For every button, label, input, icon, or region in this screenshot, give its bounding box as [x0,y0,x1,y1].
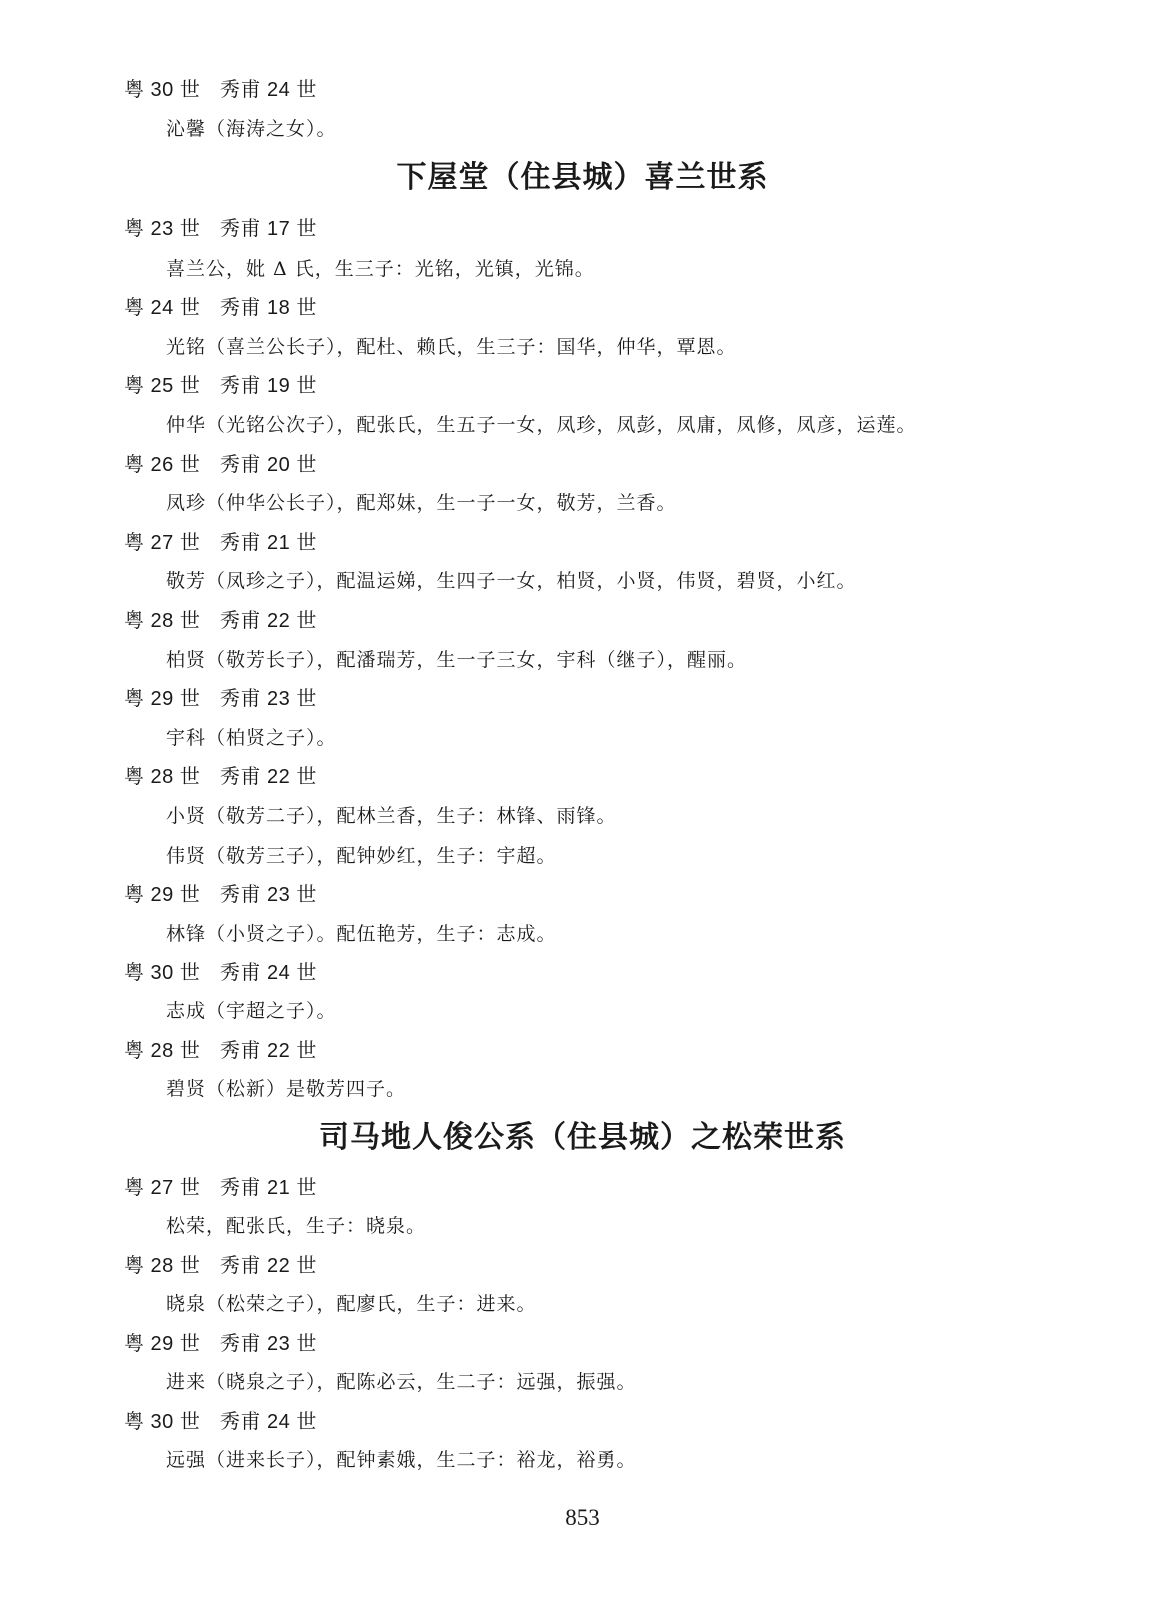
xiufu-generation: 秀甫 22 世 [220,1040,317,1062]
generation-label [124,448,317,477]
generation-label [124,1327,317,1356]
generation-label [124,1405,317,1434]
yue-generation: 粤 29 世 [124,1333,201,1355]
generation-label [124,73,317,102]
genealogy-entry: 小贤（敬芳二子），配林兰香，生子：林锋、雨锋。 [166,805,617,827]
xiufu-generation: 秀甫 20 世 [220,454,317,476]
xiufu-generation: 秀甫 23 世 [220,688,317,710]
section-heading: 司马地人俊公系（住县城）之松荣世系 [319,1120,846,1155]
yue-generation: 粤 24 世 [124,297,201,319]
xiufu-generation: 秀甫 21 世 [220,1177,317,1199]
yue-generation: 粤 28 世 [124,1040,201,1062]
genealogy-entry: 宇科（柏贤之子）。 [166,727,337,749]
xiufu-generation: 秀甫 22 世 [220,610,317,632]
yue-generation: 粤 28 世 [124,766,201,788]
xiufu-generation: 秀甫 22 世 [220,1255,317,1277]
generation-label [124,291,317,320]
page-number: 853 [565,1505,600,1530]
genealogy-entry: 林锋（小贤之子）。配伍艳芳，生子：志成。 [166,923,557,945]
yue-generation: 粤 30 世 [124,962,201,984]
yue-generation: 粤 27 世 [124,1177,201,1199]
yue-generation: 粤 27 世 [124,532,201,554]
generation-label [124,682,317,711]
genealogy-entry: 沁馨（海涛之女）。 [166,118,337,140]
yue-generation: 粤 23 世 [124,218,201,240]
yue-generation: 粤 28 世 [124,610,201,632]
yue-generation: 粤 30 世 [124,79,201,101]
genealogy-entry: 凤珍（仲华公长子），配郑妹，生一子一女，敬芳，兰香。 [166,492,677,514]
genealogy-entry: 光铭（喜兰公长子），配杜、赖氏，生三子：国华，仲华，覃恩。 [166,336,737,358]
generation-label [124,760,317,789]
genealogy-entry: 进来（晓泉之子），配陈必云，生二子：远强，振强。 [166,1371,637,1393]
generation-label [124,1034,317,1063]
genealogy-entry: 松荣，配张氏，生子：晓泉。 [166,1215,427,1237]
xiufu-generation: 秀甫 24 世 [220,962,317,984]
xiufu-generation: 秀甫 23 世 [220,884,317,906]
yue-generation: 粤 29 世 [124,688,201,710]
yue-generation: 粤 25 世 [124,375,201,397]
xiufu-generation: 秀甫 19 世 [220,375,317,397]
xiufu-generation: 秀甫 24 世 [220,79,317,101]
generation-label [124,1249,317,1278]
genealogy-entry: 柏贤（敬芳长子），配潘瑞芳，生一子三女，宇科（继子），醒丽。 [166,649,748,671]
generation-label [124,212,317,241]
generation-label [124,369,317,398]
generation-label [124,526,317,555]
xiufu-generation: 秀甫 18 世 [220,297,317,319]
generation-label [124,1171,317,1200]
generation-label [124,878,317,907]
section-heading: 下屋堂（住县城）喜兰世系 [396,160,769,195]
generation-label [124,956,317,985]
genealogy-entry: 敬芳（凤珍之子），配温运娣，生四子一女，柏贤，小贤，伟贤，碧贤，小红。 [166,570,857,592]
xiufu-generation: 秀甫 21 世 [220,532,317,554]
genealogy-entry: 仲华（光铭公次子），配张氏，生五子一女，凤珍，凤彭，凤庸，凤修，凤彦，运莲。 [166,414,917,436]
yue-generation: 粤 26 世 [124,454,201,476]
genealogy-entry: 晓泉（松荣之子），配廖氏，生子：进来。 [166,1293,537,1315]
generation-label [124,604,317,633]
yue-generation: 粤 29 世 [124,884,201,906]
genealogy-entry: 碧贤（松新）是敬芳四子。 [166,1078,407,1100]
xiufu-generation: 秀甫 17 世 [220,218,317,240]
genealogy-entry: 志成（宇超之子）。 [166,1000,337,1022]
yue-generation: 粤 30 世 [124,1411,201,1433]
genealogy-entry: 喜兰公，妣 Δ 氏，生三子：光铭，光镇，光锦。 [166,258,595,280]
xiufu-generation: 秀甫 23 世 [220,1333,317,1355]
genealogy-entry: 伟贤（敬芳三子），配钟妙红，生子：宇超。 [166,845,557,867]
yue-generation: 粤 28 世 [124,1255,201,1277]
xiufu-generation: 秀甫 22 世 [220,766,317,788]
xiufu-generation: 秀甫 24 世 [220,1411,317,1433]
genealogy-entry: 远强（进来长子），配钟素娥，生二子：裕龙，裕勇。 [166,1449,637,1471]
